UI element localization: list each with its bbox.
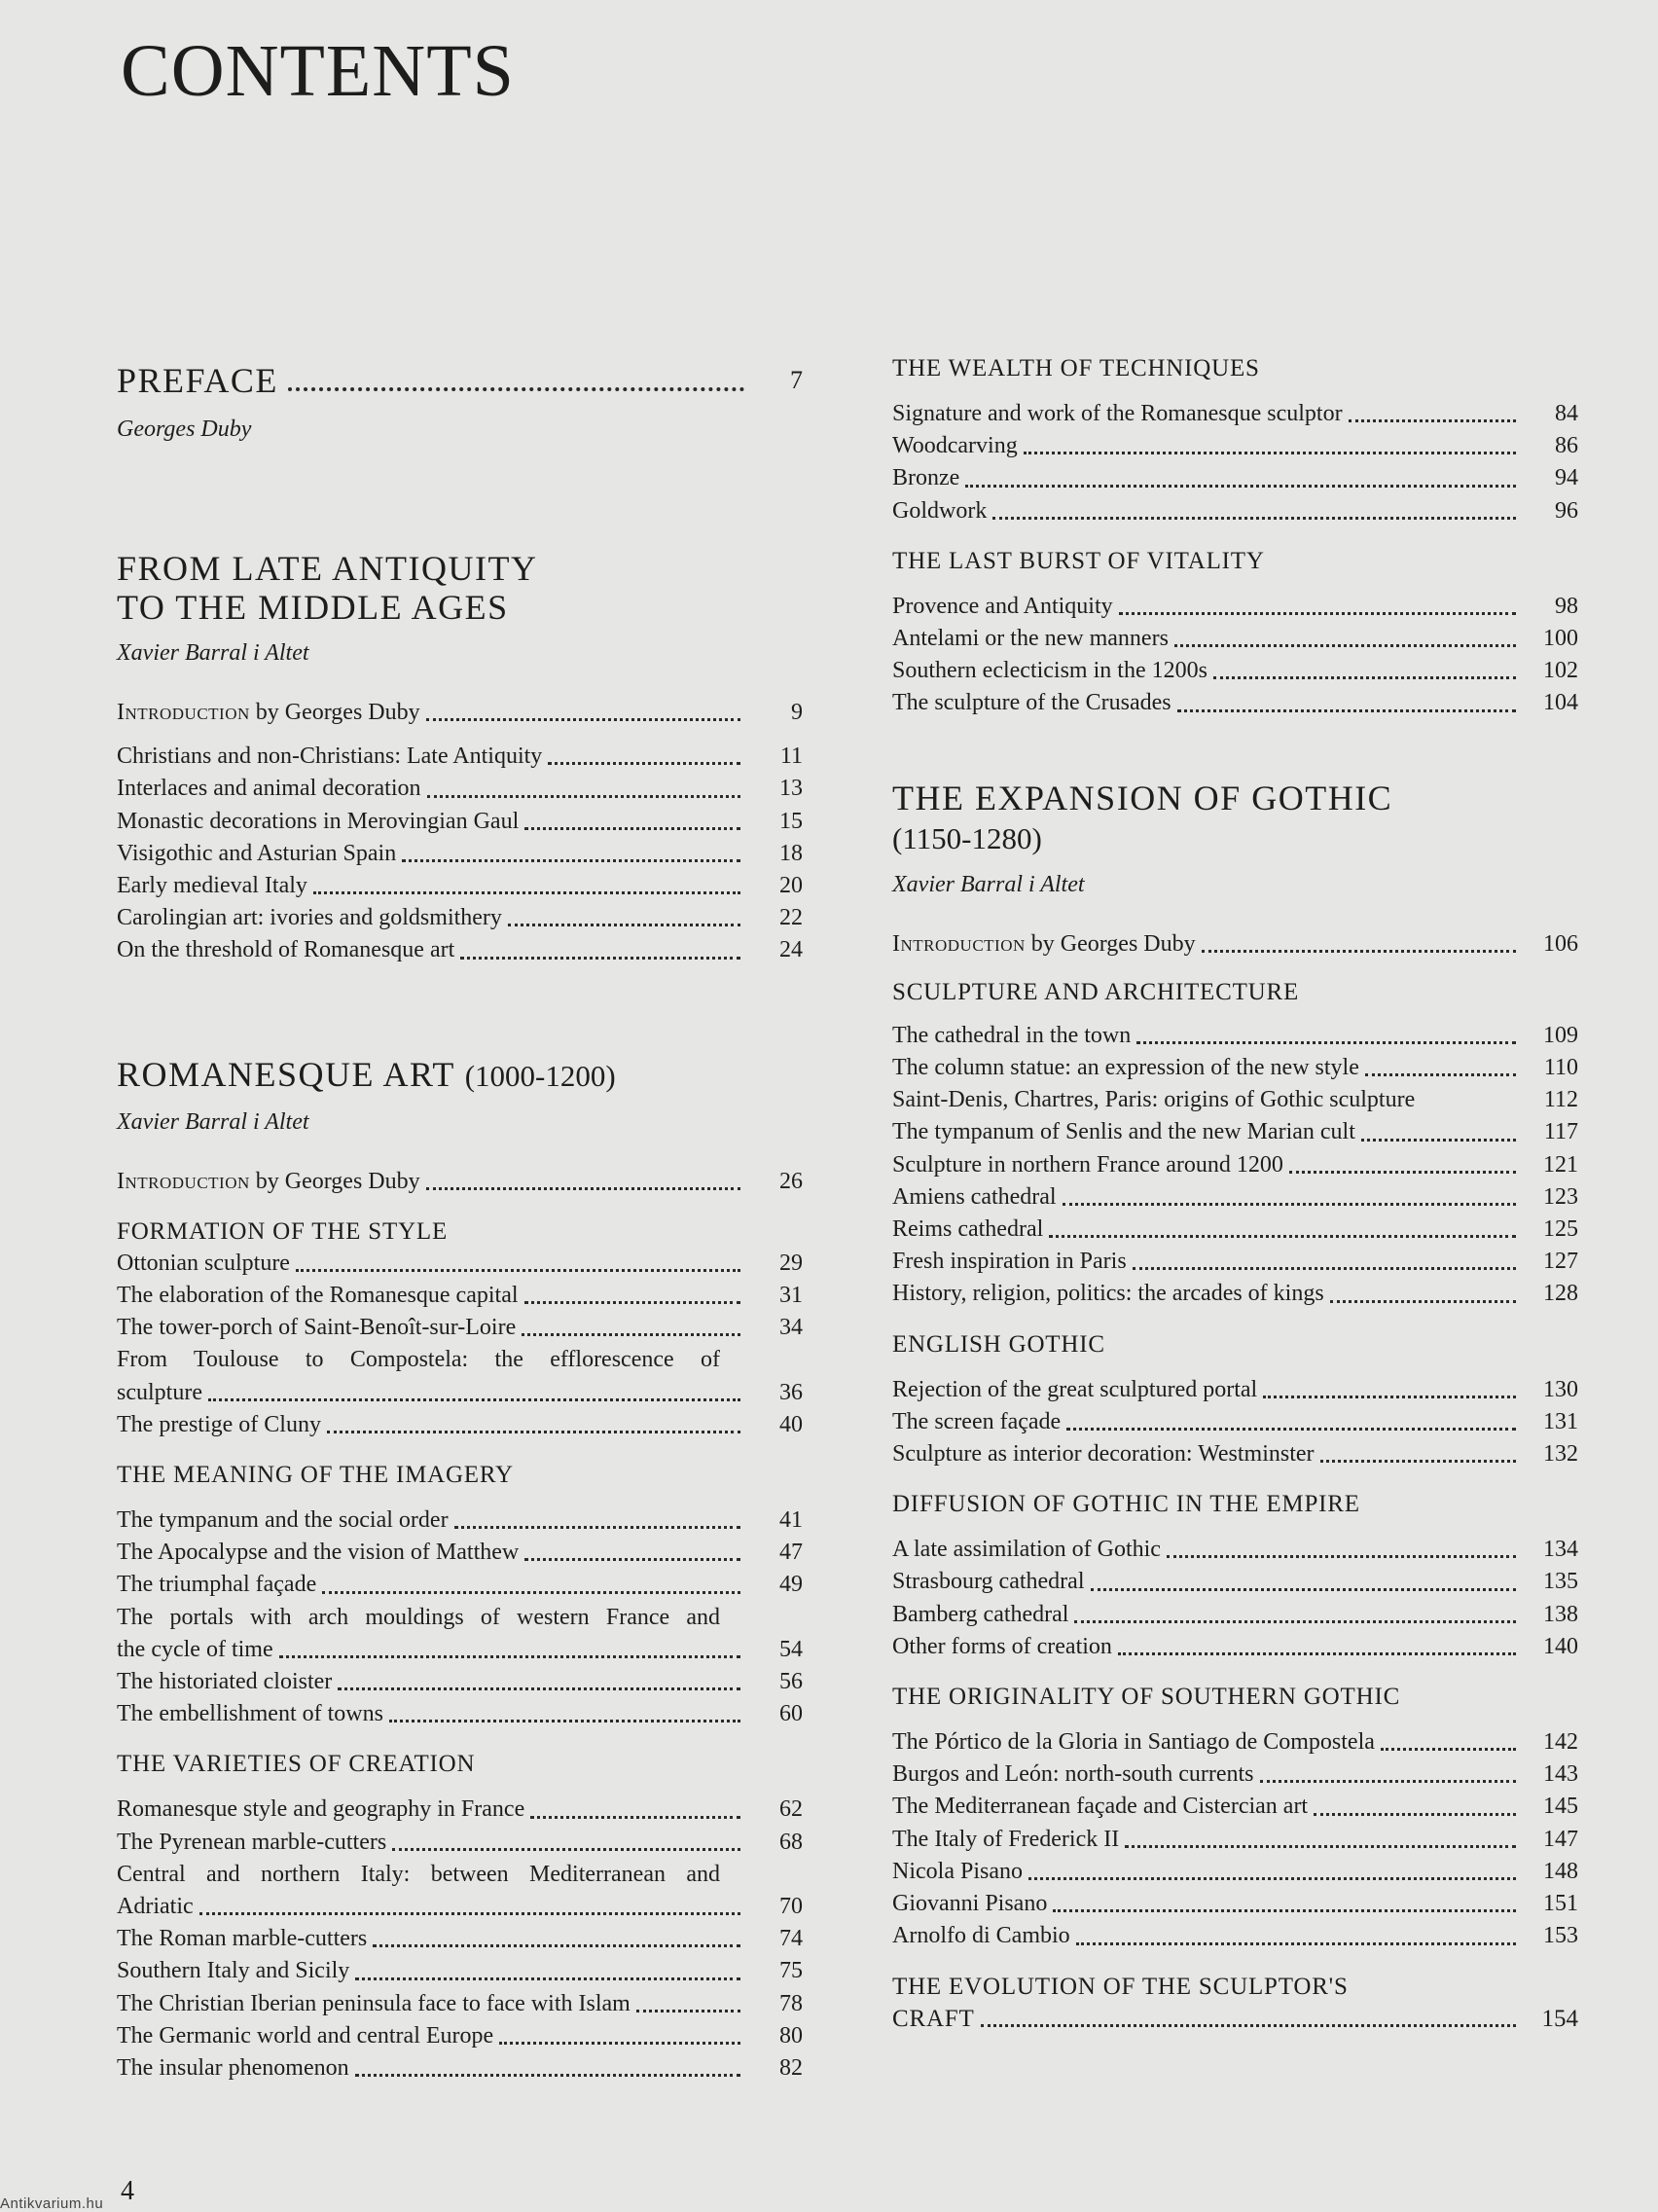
toc-entry[interactable]: [892, 1726, 1578, 1759]
toc-entry[interactable]: [892, 1149, 1578, 1181]
toc-entry[interactable]: [117, 697, 803, 729]
dot-leader: [1053, 1900, 1516, 1912]
page-number: 40: [779, 1411, 803, 1437]
entry-title: Ottonian sculpture: [117, 1250, 290, 1276]
dot-leader: [392, 1838, 740, 1851]
intro-by: by Georges Duby: [1030, 930, 1196, 957]
part-title: THE EXPANSION OF GOTHIC: [892, 778, 1393, 817]
page-number: 135: [1543, 1569, 1578, 1595]
entry-title: The tympanum and the social order: [117, 1507, 449, 1534]
page-number: 24: [779, 937, 803, 963]
entry-title: The column statue: an expression of the new style: [892, 1055, 1359, 1081]
section-heading: FORMATION OF THE STYLE: [117, 1217, 449, 1245]
entry-title: The screen façade: [892, 1408, 1062, 1434]
toc-entry[interactable]: [892, 1566, 1578, 1598]
toc-entry[interactable]: [892, 1759, 1578, 1791]
toc-section: [117, 1215, 803, 1441]
entry-title: Christians and non-Christians: Late Antiquity: [117, 743, 543, 770]
entry-title: On the threshold of Romanesque art: [117, 937, 455, 963]
page-number: 121: [1543, 1151, 1578, 1178]
entry-title: Fresh inspiration in Paris: [892, 1249, 1127, 1275]
page-number: 151: [1543, 1891, 1578, 1917]
toc-entry[interactable]: [892, 1020, 1578, 1052]
page-number: 80: [779, 2022, 803, 2049]
section-heading: DIFFUSION OF GOTHIC IN THE EMPIRE: [892, 1491, 1360, 1518]
dot-leader: [454, 1516, 740, 1529]
entry-title: Sculpture in northern France around 1200: [892, 1151, 1283, 1178]
dot-leader: [1421, 1099, 1516, 1108]
dot-leader: [1213, 667, 1516, 679]
dot-leader: [322, 1581, 740, 1594]
toc-entry[interactable]: [892, 687, 1578, 719]
entry-title: the cycle of time: [117, 1636, 273, 1662]
dot-leader: [402, 850, 740, 862]
dot-leader: [1091, 1578, 1517, 1591]
toc-section: [117, 1459, 803, 1730]
dot-leader: [373, 1935, 740, 1947]
page-number: 148: [1543, 1858, 1578, 1884]
dot-leader: [426, 1178, 740, 1190]
page-number: 31: [779, 1283, 803, 1309]
dot-leader: [1167, 1545, 1516, 1558]
toc-entry[interactable]: [117, 1505, 803, 1537]
entry-title: The Mediterranean façade and Cistercian art: [892, 1794, 1309, 1820]
dot-leader: [426, 708, 740, 721]
entry-title: The historiated cloister: [117, 1669, 333, 1695]
page-number: 49: [779, 1572, 803, 1598]
dot-leader: [355, 2064, 740, 2077]
section-heading: THE EVOLUTION OF THE SCULPTOR'S: [892, 1973, 1349, 2000]
dot-leader: [981, 2014, 1516, 2027]
dot-leader: [355, 1968, 740, 1980]
entry-title: Early medieval Italy: [117, 873, 307, 899]
entry-title: Burgos and León: north-south currents: [892, 1761, 1254, 1788]
dot-leader: [1365, 1064, 1516, 1076]
toc-section: [892, 352, 1578, 527]
entry-title-line: The portals with arch mouldings of western France and: [117, 1604, 720, 1630]
dot-leader: [1320, 1450, 1516, 1463]
page-number: 131: [1543, 1408, 1578, 1434]
toc-entry[interactable]: [117, 741, 803, 773]
toc-section: [892, 1681, 1578, 1952]
entry-title: The embellishment of towns: [117, 1701, 383, 1727]
entry-title: Sculpture as interior decoration: Westminster: [892, 1441, 1315, 1468]
toc-left-column: [117, 360, 803, 2085]
entry-title: The Pyrenean marble-cutters: [117, 1829, 387, 1855]
dot-leader: [965, 475, 1516, 488]
page-number: 78: [779, 1990, 803, 2016]
entry-title: The Christian Iberian peninsula face to face with Islam: [117, 1990, 631, 2016]
entry-title: History, religion, politics: the arcades of kings: [892, 1281, 1324, 1307]
intro-label: Introduction: [117, 1168, 250, 1194]
dot-leader: [1314, 1803, 1516, 1816]
toc-entry[interactable]: [117, 870, 803, 902]
toc-entry[interactable]: [117, 2020, 803, 2052]
toc-entry[interactable]: [117, 1698, 803, 1730]
page-number: 145: [1543, 1794, 1578, 1820]
dot-leader: [636, 2000, 740, 2013]
toc-entry[interactable]: [892, 928, 1578, 961]
toc-entry[interactable]: [117, 1280, 803, 1312]
section-heading: THE WEALTH OF TECHNIQUES: [892, 355, 1260, 381]
toc-entry[interactable]: [892, 1438, 1578, 1470]
toc-entry[interactable]: [117, 1344, 803, 1408]
page-number: 26: [779, 1168, 803, 1194]
dot-leader: [279, 1646, 740, 1658]
toc-entry[interactable]: [892, 1599, 1578, 1631]
toc-entry[interactable]: [892, 1534, 1578, 1566]
page-number: 68: [779, 1829, 803, 1855]
toc-entry[interactable]: [892, 1888, 1578, 1920]
page-number: 143: [1543, 1761, 1578, 1788]
dot-leader: [288, 378, 744, 391]
dot-leader: [1136, 1032, 1516, 1044]
toc-entry[interactable]: [892, 398, 1578, 430]
entry-title: Strasbourg cathedral: [892, 1569, 1085, 1595]
toc-entry[interactable]: [117, 1955, 803, 1987]
dot-leader: [508, 914, 740, 926]
toc-entry[interactable]: [892, 1181, 1578, 1214]
page-number: 130: [1543, 1376, 1578, 1402]
page-number: 153: [1543, 1923, 1578, 1949]
page-number: 142: [1543, 1729, 1578, 1756]
dot-leader: [313, 882, 740, 894]
entry-title: The Roman marble-cutters: [117, 1926, 368, 1952]
dot-leader: [1263, 1386, 1516, 1398]
dot-leader: [1074, 1611, 1516, 1623]
part-author: Xavier Barral i Altet: [117, 1108, 309, 1135]
page-number: 100: [1543, 626, 1578, 652]
dot-leader: [992, 507, 1516, 520]
page-folio: 4: [121, 2176, 134, 2206]
toc-entry[interactable]: [892, 1116, 1578, 1148]
page-number: 138: [1543, 1601, 1578, 1627]
page-number: 36: [779, 1379, 803, 1405]
dot-leader: [427, 785, 740, 798]
toc-right-column: [892, 352, 1578, 2035]
toc-entry[interactable]: [892, 1214, 1578, 1246]
toc-entry[interactable]: [892, 623, 1578, 655]
dot-leader: [1028, 1868, 1516, 1880]
dot-leader: [1260, 1770, 1517, 1783]
entry-title: Bronze: [892, 465, 960, 491]
dot-leader: [1118, 1643, 1516, 1655]
toc-entry[interactable]: [117, 1166, 803, 1198]
toc-entry[interactable]: [892, 430, 1578, 462]
page-number: 140: [1543, 1633, 1578, 1659]
entry-title: Goldwork: [892, 497, 988, 524]
dot-leader: [296, 1259, 740, 1272]
toc-list: [117, 741, 803, 966]
dot-leader: [524, 817, 740, 830]
page-number: 110: [1543, 1055, 1578, 1081]
toc-entry[interactable]: [892, 1052, 1578, 1084]
entry-title: The sculpture of the Crusades: [892, 690, 1171, 716]
toc-entry[interactable]: [117, 1859, 803, 1923]
dot-leader: [1361, 1129, 1516, 1142]
part-title-text: ROMANESQUE ART: [117, 1054, 455, 1094]
part-dates: [892, 817, 1578, 858]
entry-title-line: Central and northern Italy: between Mediterranean and: [117, 1861, 720, 1887]
dot-leader: [1049, 1225, 1516, 1238]
section-heading: SCULPTURE AND ARCHITECTURE: [892, 978, 1300, 1005]
toc-entry[interactable]: [892, 591, 1578, 623]
entry-title: Amiens cathedral: [892, 1183, 1057, 1210]
entry-title: The Apocalypse and the vision of Matthew: [117, 1540, 520, 1566]
section-heading: THE VARIETIES OF CREATION: [117, 1751, 476, 1778]
entry-title: The Germanic world and central Europe: [117, 2022, 494, 2049]
intro-by: by Georges Duby: [255, 1168, 420, 1194]
page-number: 15: [779, 808, 803, 834]
page-number: 127: [1543, 1249, 1578, 1275]
entry-title: Monastic decorations in Merovingian Gaul: [117, 808, 520, 834]
part-title: TO THE MIDDLE AGES: [117, 588, 509, 627]
part-gothic: [892, 779, 1578, 2035]
part-romanesque: [117, 1055, 803, 2085]
toc-entry[interactable]: [892, 462, 1578, 494]
watermark: Antikvarium.hu: [0, 2195, 104, 2212]
page-number: 62: [779, 1796, 803, 1823]
page-number: 74: [779, 1926, 803, 1952]
dot-leader: [1066, 1418, 1516, 1431]
toc-entry[interactable]: [117, 934, 803, 966]
page-number: 60: [779, 1701, 803, 1727]
toc-entry[interactable]: [117, 1794, 803, 1826]
entry-title: Giovanni Pisano: [892, 1891, 1048, 1917]
dot-leader: [548, 752, 740, 765]
section-heading: THE ORIGINALITY OF SOUTHERN GOTHIC: [892, 1684, 1401, 1711]
page-number: 154: [1541, 2005, 1578, 2032]
toc-entry[interactable]: [117, 1537, 803, 1569]
dot-leader: [1125, 1835, 1516, 1848]
dot-leader: [199, 1903, 740, 1915]
page-number: 128: [1543, 1281, 1578, 1307]
entry-title: Romanesque style and geography in France: [117, 1796, 525, 1823]
entry-title: Visigothic and Asturian Spain: [117, 840, 397, 866]
toc-entry[interactable]: [117, 1409, 803, 1441]
page-number: 22: [779, 905, 803, 931]
page-title: CONTENTS: [121, 30, 515, 112]
entry-title: The tympanum of Senlis and the new Marian cult: [892, 1119, 1355, 1145]
page-number: 102: [1543, 658, 1578, 684]
dot-leader: [327, 1421, 740, 1433]
entry-title: The elaboration of the Romanesque capital: [117, 1283, 519, 1309]
toc-section: [892, 545, 1578, 720]
page-number: 106: [1543, 930, 1578, 957]
part-author: Xavier Barral i Altet: [117, 640, 309, 666]
page-number: 132: [1543, 1441, 1578, 1468]
preface-block: [117, 360, 803, 444]
entry-title-line: From Toulouse to Compostela: the efflorescence of: [117, 1347, 720, 1373]
dot-leader: [389, 1710, 740, 1722]
dot-leader: [338, 1678, 740, 1690]
section-heading: ENGLISH GOTHIC: [892, 1330, 1105, 1358]
entry-title: Provence and Antiquity: [892, 593, 1113, 619]
page-number: 96: [1555, 497, 1578, 524]
dot-leader: [524, 1291, 740, 1304]
entry-title: Saint-Denis, Chartres, Paris: origins of Gothic sculpture: [892, 1087, 1416, 1113]
entry-title: The prestige of Cluny: [117, 1411, 321, 1437]
toc-entry[interactable]: [117, 838, 803, 870]
toc-entry[interactable]: [892, 1920, 1578, 1952]
page-number: 134: [1543, 1537, 1578, 1563]
entry-title: Southern eclecticism in the 1200s: [892, 658, 1207, 684]
dot-leader: [1076, 1933, 1516, 1945]
section-heading: CRAFT: [892, 2005, 975, 2032]
page-number: 109: [1543, 1022, 1578, 1048]
toc-section: [892, 1328, 1578, 1471]
toc-section: [892, 1488, 1578, 1663]
toc-entry[interactable]: [117, 1666, 803, 1698]
entry-title: Arnolfo di Cambio: [892, 1923, 1070, 1949]
toc-entry[interactable]: [892, 1631, 1578, 1663]
toc-entry[interactable]: [892, 1246, 1578, 1278]
dot-leader: [1349, 410, 1516, 422]
page-number: 7: [790, 366, 803, 394]
page-number: 75: [779, 1958, 803, 1984]
section-heading: THE MEANING OF THE IMAGERY: [117, 1462, 514, 1489]
page-number: 11: [779, 743, 803, 770]
toc-entry[interactable]: [117, 806, 803, 838]
toc-entry[interactable]: [892, 1791, 1578, 1823]
dot-leader: [460, 947, 740, 960]
entry-title: Signature and work of the Romanesque sculptor: [892, 401, 1343, 426]
page-number: 112: [1543, 1087, 1578, 1113]
intro-label: Introduction: [117, 700, 250, 725]
toc-entry[interactable]: [117, 360, 803, 401]
entry-title: The Pórtico de la Gloria in Santiago de Compostela: [892, 1729, 1375, 1756]
dot-leader: [522, 1324, 740, 1336]
toc-entry[interactable]: [892, 1856, 1578, 1888]
part-author: Xavier Barral i Altet: [892, 871, 1085, 897]
entry-title: Rejection of the great sculptured portal: [892, 1376, 1258, 1402]
entry-title: Bamberg cathedral: [892, 1601, 1069, 1627]
entry-title: The Italy of Frederick II: [892, 1826, 1120, 1852]
toc-entry[interactable]: [117, 773, 803, 805]
page-number: 86: [1555, 433, 1578, 459]
page-number: 34: [779, 1315, 803, 1341]
toc-entry[interactable]: [117, 1827, 803, 1859]
page-number: 125: [1543, 1216, 1578, 1243]
dot-leader: [1133, 1257, 1516, 1270]
entry-title: The tower-porch of Saint-Benoît-sur-Loire: [117, 1315, 517, 1341]
part-dates: (1000-1200): [464, 1058, 616, 1093]
dot-leader: [1202, 940, 1516, 953]
page-number: 117: [1543, 1119, 1578, 1145]
dot-leader: [1119, 602, 1516, 615]
dot-leader: [524, 1548, 740, 1561]
page-number: 47: [779, 1540, 803, 1566]
entry-title: The insular phenomenon: [117, 2055, 349, 2082]
toc-entry[interactable]: [117, 1312, 803, 1344]
page-number: 56: [779, 1669, 803, 1695]
dot-leader: [1381, 1738, 1516, 1751]
entry-title: The triumphal façade: [117, 1572, 317, 1598]
entry-title: Adriatic: [117, 1894, 194, 1920]
dot-leader: [530, 1806, 740, 1819]
page-number: 29: [779, 1250, 803, 1276]
toc-entry[interactable]: [117, 1923, 803, 1955]
dot-leader: [1289, 1161, 1516, 1174]
page-number: 20: [779, 873, 803, 899]
toc-entry[interactable]: [892, 655, 1578, 687]
page-number: 104: [1543, 690, 1578, 716]
entry-title: Woodcarving: [892, 433, 1018, 459]
entry-title: Reims cathedral: [892, 1216, 1044, 1243]
page-number: 82: [779, 2055, 803, 2082]
entry-title: Antelami or the new manners: [892, 626, 1169, 652]
page-number: 147: [1543, 1826, 1578, 1852]
page-number: 13: [779, 776, 803, 802]
dot-leader: [208, 1389, 740, 1401]
toc-entry[interactable]: [892, 1971, 1578, 2035]
entry-title: Other forms of creation: [892, 1633, 1112, 1659]
page-number: 84: [1555, 401, 1578, 426]
toc-entry[interactable]: [892, 1406, 1578, 1438]
toc-entry[interactable]: [892, 1278, 1578, 1310]
entry-title: sculpture: [117, 1379, 202, 1405]
entry-title: A late assimilation of Gothic: [892, 1537, 1161, 1563]
dot-leader: [499, 2032, 740, 2045]
entry-title: Nicola Pisano: [892, 1858, 1023, 1884]
section-heading: THE LAST BURST OF VITALITY: [892, 547, 1265, 574]
page-number: 54: [779, 1636, 803, 1662]
toc-entry[interactable]: [892, 495, 1578, 527]
dot-leader: [1177, 700, 1516, 712]
intro-by: by Georges Duby: [255, 700, 420, 725]
page-number: 18: [779, 840, 803, 866]
preface-author: Georges Duby: [117, 417, 252, 442]
part-title: FROM LATE ANTIQUITY: [117, 549, 538, 588]
toc-entry[interactable]: [117, 1602, 803, 1666]
page-number: 41: [779, 1507, 803, 1534]
toc-entry[interactable]: [117, 1248, 803, 1280]
page-number: 98: [1555, 593, 1578, 619]
toc-section: [892, 976, 1578, 1311]
entry-title: Carolingian art: ivories and goldsmithery: [117, 905, 502, 931]
toc-entry[interactable]: [117, 902, 803, 934]
entry-title: Interlaces and animal decoration: [117, 776, 421, 802]
toc-section: [117, 1748, 803, 2085]
dot-leader: [1330, 1290, 1516, 1303]
page-number: 9: [791, 700, 803, 725]
intro-label: Introduction: [892, 930, 1026, 957]
page-number: 94: [1555, 465, 1578, 491]
toc-entry[interactable]: [117, 1569, 803, 1601]
dot-leader: [1063, 1193, 1516, 1206]
preface-title: PREFACE: [117, 361, 278, 400]
page-number: 123: [1543, 1183, 1578, 1210]
dot-leader: [1024, 442, 1516, 454]
part-late-antiquity: [117, 549, 803, 967]
entry-title: The cathedral in the town: [892, 1022, 1132, 1048]
part-title: [117, 1055, 803, 1096]
toc-entry[interactable]: [892, 1084, 1578, 1116]
dot-leader: [1174, 635, 1516, 647]
toc-entry[interactable]: [892, 1824, 1578, 1856]
toc-entry[interactable]: [117, 2052, 803, 2085]
part-dates-text: (1150-1280): [892, 820, 1042, 855]
entry-title: Southern Italy and Sicily: [117, 1958, 350, 1984]
page-number: 70: [779, 1894, 803, 1920]
toc-entry[interactable]: [117, 1988, 803, 2020]
toc-entry[interactable]: [892, 1374, 1578, 1406]
